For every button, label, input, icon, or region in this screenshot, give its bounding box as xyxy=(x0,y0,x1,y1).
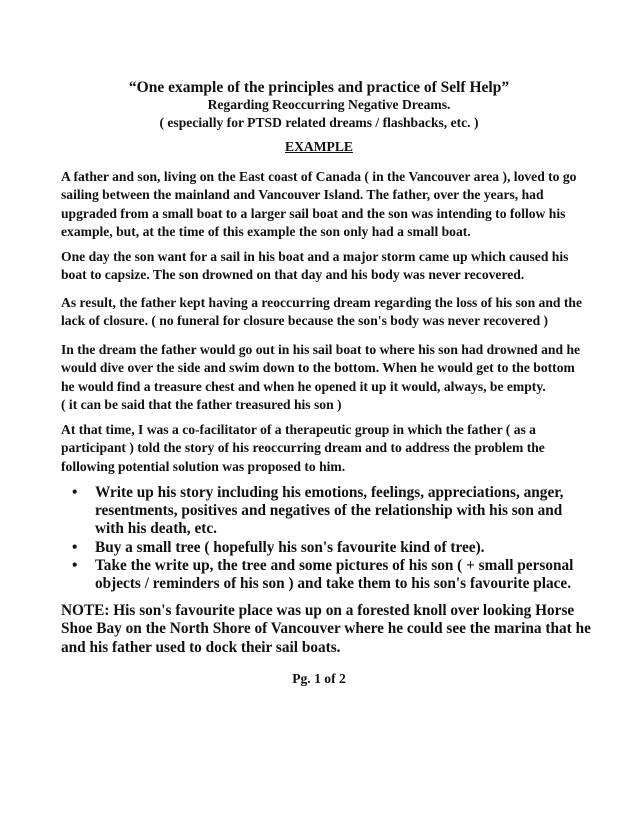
paragraph-text: A father and son, living on the East coast of Canada ( in the Vancouver area ), loved to go sailing between the mainland and Vancouver Island. The father, over the years, had upgraded from a small boat to a larger sail boat and the son was intending to follow his example, but, at the time of this example the son only had a small boat. xyxy=(61,169,577,239)
list-item-text: Take the write up, the tree and some pictures of his son ( + small personal objects / reminders of his son ) and take them to his son's favourite place. xyxy=(95,556,574,593)
paragraph-reoccurring-dream xyxy=(61,294,588,331)
section-heading-example: EXAMPLE xyxy=(285,139,353,154)
bullet-icon: • xyxy=(72,556,78,574)
list-item xyxy=(72,484,582,539)
paragraph-text: At that time, I was a co-facilitator of a therapeutic group in which the father ( as a participant ) told the story of his reoccurring dream and to address the problem the following potential solution was proposed to him. xyxy=(61,422,545,474)
list-item-text: Buy a small tree ( hopefully his son's favourite kind of tree). xyxy=(95,538,485,556)
bullet-icon: • xyxy=(72,484,78,501)
title-text: “One example of the principles and practice of Self Help” xyxy=(128,79,510,96)
paragraph-father-and-son xyxy=(61,168,588,241)
subtitle-ptsd-note: ( especially for PTSD related dreams / flashbacks, etc. ) xyxy=(159,115,479,130)
list-item xyxy=(72,557,582,593)
paragraph-text: As result, the father kept having a reoccurring dream regarding the loss of his son and the lack of closure. ( no funeral for closure because the son's body was never recovered ) xyxy=(61,295,582,329)
paragraph-dream-description xyxy=(61,341,588,414)
paragraph-text: One day the son want for a sail in his boat and a major storm came up which caused his boat to capsize. The son drowned on that day and his body was never recovered. xyxy=(61,249,569,283)
paragraph-text: In the dream the father would go out in his sail boat to where his son had drowned and he would dive over the side and swim down to the bottom. When he would get to the bottom he would find a treasure chest and when he opened it up it would, always, be empty. xyxy=(61,342,581,394)
paragraph-co-facilitator xyxy=(61,421,588,476)
paragraph-aside: ( it can be said that the father treasured his son ) xyxy=(61,396,342,412)
document-title xyxy=(0,78,638,97)
subtitle-regarding: Regarding Reoccurring Negative Dreams. xyxy=(207,97,451,112)
page-number: Pg. 1 of 2 xyxy=(292,671,346,686)
list-item-text: Write up his story including his emotions, feelings, appreciations, anger, resentments, positives and negatives of the relationship with his son and with his death, etc. xyxy=(95,484,564,538)
note-paragraph: NOTE: His son's favourite place was up on a forested knoll over looking Horse Shoe Bay on the North Shore of Vancouver where he could see the marina that he and his father used to dock their sail boats. xyxy=(61,602,591,656)
bullet-icon: • xyxy=(72,538,78,556)
list-item xyxy=(72,539,582,557)
solution-list xyxy=(72,484,582,593)
paragraph-storm xyxy=(61,248,588,285)
